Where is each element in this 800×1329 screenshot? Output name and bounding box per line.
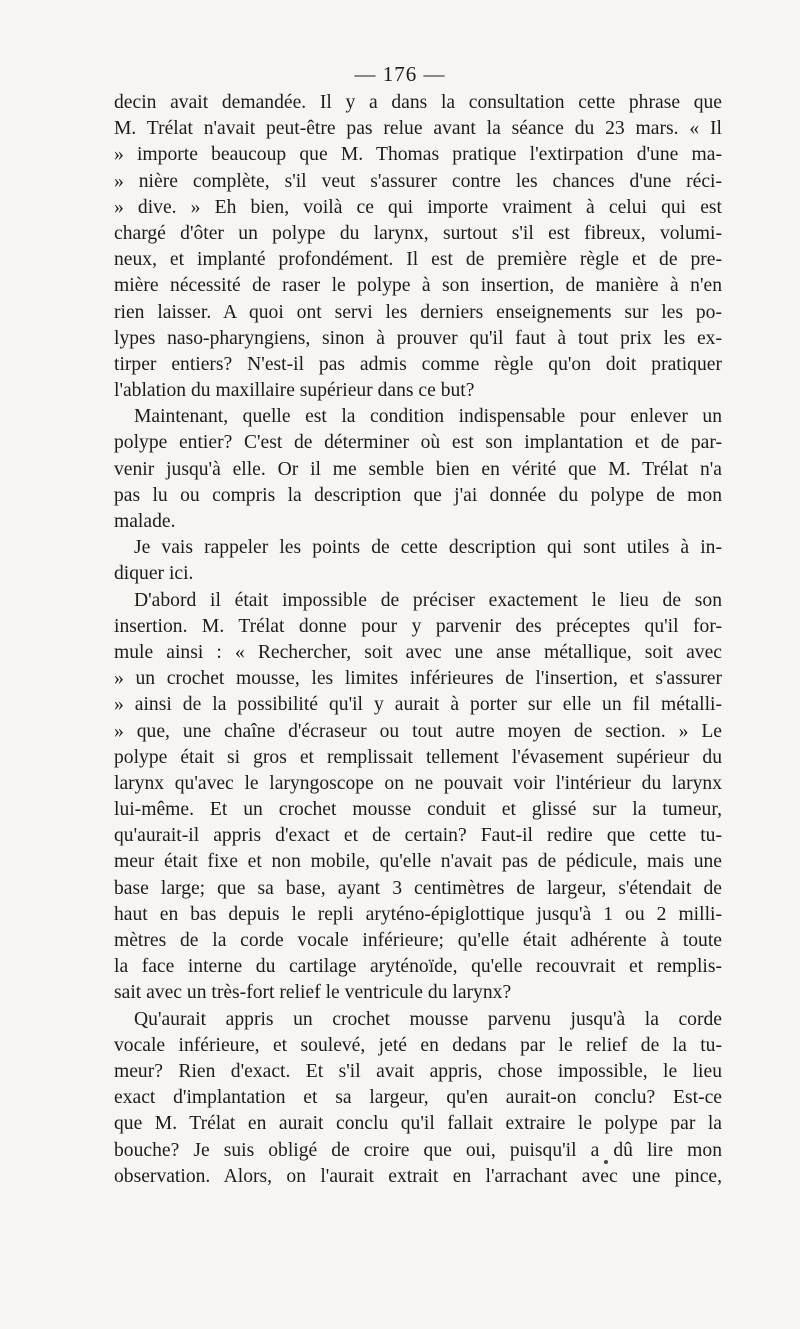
text-line: l'ablation du maxillaire supérieur dans ce but?	[114, 380, 475, 402]
text-line: neux, et implanté profondément. Il est de première règle et de pre-	[114, 249, 722, 271]
text-line: mule ainsi : « Rechercher, soit avec une anse métallique, soit avec	[114, 641, 722, 663]
text-line: meur était fixe et non mobile, qu'elle n'avait pas de pédicule, mais une	[114, 851, 722, 873]
text-line: larynx qu'avec le laryngoscope on ne pouvait voir l'intérieur du larynx	[114, 772, 722, 794]
text-line: tirper entiers? N'est-il pas admis comme règle qu'on doit pratiquer	[114, 353, 722, 375]
text-line: lui-même. Et un crochet mousse conduit et glissé sur la tumeur,	[114, 799, 722, 821]
text-line: Maintenant, quelle est la condition indispensable pour enlever un	[134, 406, 722, 428]
text-line: exact d'implantation et sa largeur, qu'en aurait-on conclu? Est-ce	[114, 1087, 722, 1109]
text-line: meur? Rien d'exact. Et s'il avait appris, chose impossible, le lieu	[114, 1060, 722, 1082]
text-line: Je vais rappeler les points de cette description qui sont utiles à in-	[134, 537, 722, 559]
text-line: qu'aurait-il appris d'exact et de certain? Faut-il redire que cette tu-	[114, 825, 722, 847]
page-number: — 176 —	[354, 62, 446, 86]
text-line: polype était si gros et remplissait tellement l'évasement supérieur du	[114, 746, 722, 768]
text-line: D'abord il était impossible de préciser exactement le lieu de son	[134, 589, 722, 611]
text-line: decin avait demandée. Il y a dans la consultation cette phrase que	[114, 92, 722, 113]
text-line: observation. Alors, on l'aurait extrait en l'arrachant avec une pince,	[114, 1165, 722, 1187]
text-line: » importe beaucoup que M. Thomas pratique l'extirpation d'une ma-	[114, 144, 722, 166]
text-line: M. Trélat n'avait peut-être pas relue avant la séance du 23 mars. « Il	[114, 118, 722, 140]
text-line: que M. Trélat en aurait conclu qu'il fallait extraire le polype par la	[114, 1113, 722, 1135]
text-line: polype entier? C'est de déterminer où est son implantation et de par-	[114, 432, 722, 454]
text-line: » que, une chaîne d'écraseur ou tout autre moyen de section. » Le	[114, 720, 722, 742]
text-line: sait avec un très-fort relief le ventricule du larynx?	[114, 982, 512, 1004]
text-line: » ainsi de la possibilité qu'il y aurait à porter sur elle un fil métalli-	[114, 694, 722, 716]
text-line: » nière complète, s'il veut s'assurer contre les chances d'une réci-	[114, 170, 722, 192]
ink-speck	[604, 1160, 608, 1164]
text-line: » dive. » Eh bien, voilà ce qui importe vraiment à celui qui est	[114, 196, 722, 218]
text-line: vocale inférieure, et soulevé, jeté en dedans par le relief de la tu-	[114, 1034, 722, 1056]
body-text	[114, 90, 722, 1190]
text-line: chargé d'ôter un polype du larynx, surtout s'il est fibreux, volumi-	[114, 222, 722, 244]
text-line: lypes naso-pharyngiens, sinon à prouver qu'il faut à tout prix les ex-	[114, 327, 722, 349]
text-line: mètres de la corde vocale inférieure; qu'elle était adhérente à toute	[114, 930, 722, 951]
text-line: la face interne du cartilage aryténoïde, qu'elle recouvrait et remplis-	[114, 956, 722, 978]
text-line: haut en bas depuis le repli aryténo-épiglottique jusqu'à 1 ou 2 milli-	[114, 903, 722, 925]
text-line: base large; que sa base, ayant 3 centimètres de largeur, s'étendait de	[114, 877, 722, 899]
text-line: rien laisser. A quoi ont servi les derniers enseignements sur les po-	[114, 301, 722, 323]
text-line: pas lu ou compris la description que j'ai donnée du polype de mon	[114, 484, 722, 506]
text-line: insertion. M. Trélat donne pour y parvenir des préceptes qu'il for-	[114, 615, 722, 637]
text-line: malade.	[114, 511, 176, 532]
text-line: bouche? Je suis obligé de croire que oui, puisqu'il a dû lire mon	[114, 1139, 722, 1161]
text-line: diquer ici.	[114, 563, 194, 585]
text-line: Qu'aurait appris un crochet mousse parvenu jusqu'à la corde	[134, 1008, 722, 1030]
text-line: mière nécessité de raser le polype à son insertion, de manière à n'en	[114, 275, 722, 297]
text-line: venir jusqu'à elle. Or il me semble bien en vérité que M. Trélat n'a	[114, 458, 722, 480]
text-line: » un crochet mousse, les limites inférieures de l'insertion, et s'assurer	[114, 668, 722, 690]
